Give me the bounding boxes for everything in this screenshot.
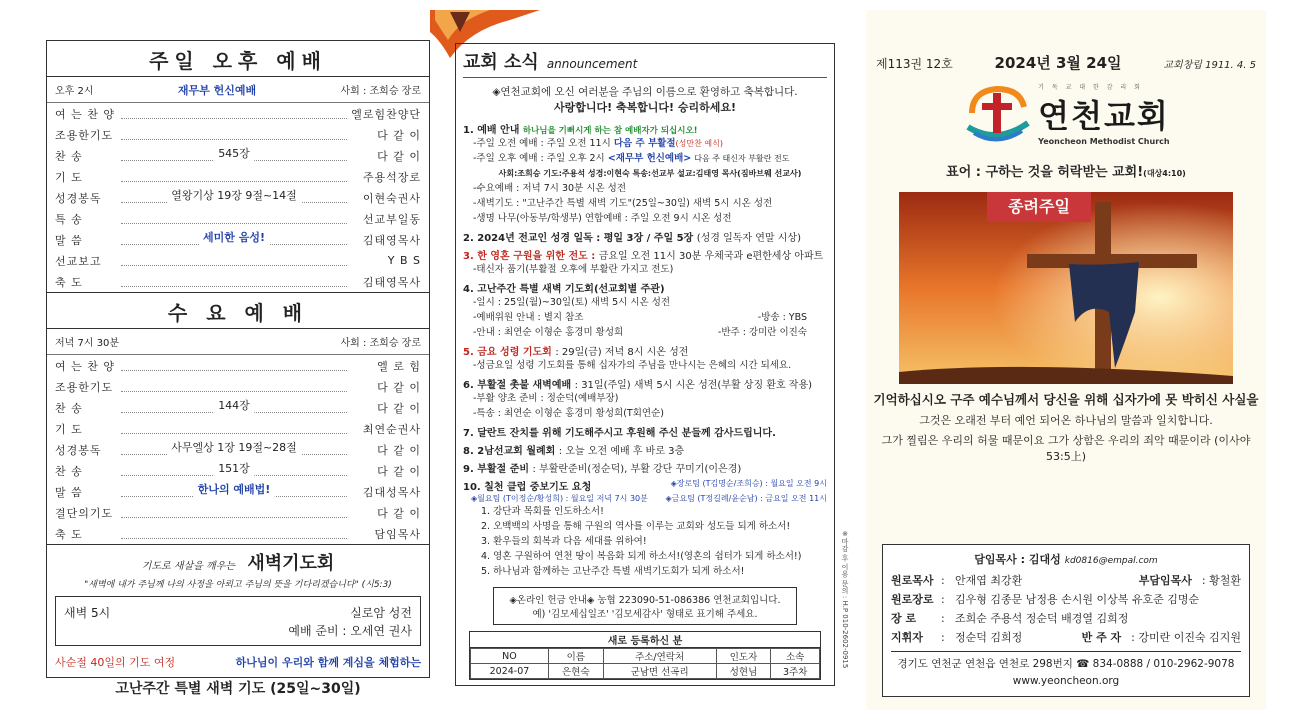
website-link[interactable]: www.yeoncheon.org	[1012, 675, 1120, 687]
order-person: 다 같 이	[377, 506, 421, 520]
order-label: 찬 송	[55, 464, 83, 478]
afternoon-title: 주일 오후 예배	[47, 41, 429, 77]
order-dots	[121, 424, 347, 434]
order-dots	[121, 172, 347, 182]
staff-value: 조희순 주용석 정순덕 배경열 김희정	[955, 612, 1129, 625]
order-dots	[121, 256, 347, 266]
announce-subtitle: announcement	[546, 57, 638, 71]
afternoon-header	[47, 77, 429, 103]
order-person: 엘로힘찬양단	[351, 107, 421, 121]
order-dots	[121, 440, 347, 455]
order-person: 다 같 이	[377, 380, 421, 394]
item5-heading: 5. 금요 성령 기도회	[463, 347, 552, 358]
dawn-title-text: 새벽기도회	[247, 553, 335, 574]
item4-broadcast: -방송 : YBS	[757, 312, 807, 323]
prayer-3: 3. 환우들의 회복과 다음 세대를 위하여!	[481, 536, 647, 547]
table-cell: 은현숙	[548, 664, 603, 679]
column-header: 주소/연락처	[603, 649, 716, 664]
order-label: 축 도	[55, 275, 83, 289]
order-dots	[121, 382, 347, 392]
staff-value: 정순덕 김희정	[955, 631, 1023, 644]
prayer-5: 5. 하나님과 함께하는 고난주간 특별 새벽기도회가 되게 하소서!	[481, 566, 745, 577]
announce-item-8	[463, 442, 827, 457]
verse-line-3: 그가 찔림은 우리의 허물 때문이요 그가 상함은 우리의 죄악 때문이라 (이사야 53:5上)	[881, 434, 1251, 463]
announcements-panel	[455, 43, 835, 686]
afternoon-order-list	[47, 103, 429, 292]
order-dots	[121, 230, 347, 245]
column-header: 인도자	[716, 649, 771, 664]
item1-line-b: -주일 오후 예배 : 주일 오후 2시	[473, 153, 605, 164]
staff-label: 반 주 자	[1081, 631, 1122, 644]
item5-line-a: -성금요일 성령 기도회를 통해 십자가의 주님을 만나시는 은혜의 시간 되세요.	[473, 360, 792, 371]
online-offering-account: ◈온라인 헌금 안내◈ 농협 223090-51-086386 연천교회입니다.	[509, 595, 781, 606]
item8-heading: 8. 2남선교회 월례회	[463, 446, 556, 457]
online-offering-example: 예) '김모세십일조' '김모세감사' 형태로 표기해 주세요.	[532, 609, 758, 620]
dawn-quote: "새벽에 내가 주님께 나의 사정을 아뢰고 주님의 뜻을 기다리겠습니다" (시5:3)	[84, 580, 392, 590]
staff-label: 지휘자	[891, 631, 923, 644]
methodist-cross-icon	[962, 83, 1032, 145]
announce-item-7	[463, 424, 827, 439]
order-label: 결단의기도	[55, 506, 114, 520]
order-person: 김태영목사	[362, 233, 421, 247]
logo-denomination: 기 독 교 대 한 감 리 회	[1038, 84, 1143, 91]
senior-pastor	[891, 551, 1241, 567]
announcements-title	[463, 48, 827, 78]
column-header: NO	[471, 649, 549, 664]
order-dots	[121, 461, 347, 476]
item8-note: : 오늘 오전 예배 후 바로 3층	[558, 446, 685, 457]
item1-communion: (성만찬 예식)	[675, 139, 723, 148]
item9-heading: 9. 부활절 준비	[463, 464, 530, 475]
address-line: 경기도 연천군 연천읍 연천로 298번지 ☎ 834-0888 / 010-2962-9078	[897, 658, 1235, 670]
item10-team-elders: ◈장로팀 (T김명순/조희승) : 월요일 오전 9시	[670, 479, 827, 488]
item5-note: : 29일(금) 저녁 8시 시온 성전	[555, 347, 689, 358]
order-dots	[121, 214, 347, 224]
order-label: 조용한기도	[55, 128, 114, 142]
wednesday-header	[47, 329, 429, 355]
item1-easter: 다음 주 부활절	[613, 138, 676, 149]
list-item	[47, 271, 429, 292]
vertical-contact-note: ※마감 후 이용 문의 : H.P 010-2602-0915	[841, 530, 849, 669]
cover-page	[866, 10, 1266, 710]
order-detail: 세미한 음성!	[199, 229, 269, 245]
list-item	[47, 376, 429, 397]
order-label: 여 는 찬 양	[55, 107, 115, 121]
staff-label: 원로장로	[891, 593, 934, 606]
order-label: 성경봉독	[55, 191, 102, 205]
order-person: 김태영목사	[362, 275, 421, 289]
list-item	[47, 460, 429, 481]
item4-line-b: -예배위원 안내 : 별지 참조	[473, 312, 584, 323]
table-cell: 3주차	[771, 664, 820, 679]
announce-item-3	[463, 247, 827, 277]
item9-note: : 부활란준비(정순덕), 부활 강단 꾸미기(이은경)	[532, 464, 742, 475]
item1-line-d: -수요예배 : 저녁 7시 30분 시온 성전	[473, 183, 627, 194]
order-label: 말 씀	[55, 485, 83, 499]
table-cell: 2024-07	[471, 664, 549, 679]
order-label: 특 송	[55, 212, 83, 226]
list-item	[47, 397, 429, 418]
item10-team-monday: ◈월요팀 (T이정순/황성희) : 월요일 저녁 7시 30분	[471, 494, 648, 503]
item1-note: 하나님을 기뻐시게 하는 참 예배자가 되십시오!	[522, 126, 698, 136]
staff-box: 담임목사 : 김대성 kd0816@empal.com 원로목사 : 안재엽 최강환 부담임목사 : 황철환 원로장로 : 김우형 김종문 남정용 손시원 이상복 유호준 김명순 장 로 : 조희순 주용석 정순덕 배경열 김희정 지휘자 : 정순덕 김희정 반 주 자 : 강미란 이진숙 김지원 경기도 연천군 연천읍 연천로 298번지 ☎ 834-0888 / 010-2962-9078 www.yeoncheon.org	[882, 544, 1250, 697]
order-person: 최연순권사	[362, 422, 421, 436]
item10-heading: 10. 칠천 클럽 중보기도 요청	[463, 482, 592, 493]
afternoon-time: 오후 2시	[55, 86, 94, 97]
item1-heading: 1. 예배 안내	[463, 125, 520, 136]
item4-heading: 4. 고난주간 특별 새벽 기도회(선교회별 주관)	[463, 284, 665, 295]
announce-title-text: 교회 소식	[463, 52, 539, 73]
dawn-title	[55, 549, 421, 575]
pastor-email: kd0816@empal.com	[1064, 556, 1158, 566]
order-detail: 545장	[214, 145, 254, 161]
dawn-place: 실로암 성전	[350, 605, 412, 620]
item1-line-a: -주일 오전 예배 : 주일 오전 11시	[473, 138, 611, 149]
dawn-subtitle: 기도로 새살을 깨우는	[141, 561, 236, 572]
list-item	[47, 187, 429, 208]
order-detail: 151장	[214, 460, 254, 476]
order-dots	[121, 188, 347, 203]
order-label: 기 도	[55, 170, 83, 184]
item4-line-a: -일시 : 25일(월)~30일(토) 새벽 5시 시온 성전	[473, 297, 671, 308]
motto-text: 표어 : 구하는 것을 허락받는 교회!	[946, 165, 1144, 180]
order-label: 기 도	[55, 422, 83, 436]
order-person: 엘 로 힘	[377, 359, 421, 373]
order-person: 다 같 이	[377, 401, 421, 415]
list-item	[47, 103, 429, 124]
senior-pastor-name: 담임목사 : 김대성	[974, 553, 1061, 566]
order-dots	[121, 277, 347, 287]
announce-item-4	[463, 280, 827, 340]
logo-church-name: 연천교회	[1038, 97, 1170, 135]
item1-line-e: -새벽기도 : "고난주간 특별 새벽 기도"(25일~30일) 새벽 5시 시온 성전	[473, 198, 773, 209]
order-label: 선교보고	[55, 254, 102, 268]
prayer-2: 2. 오백백의 사명을 통해 구원의 역사를 이루는 교회와 성도들 되게 하소서!	[481, 521, 791, 532]
table-row	[471, 664, 820, 679]
dawn-time: 새벽 5시	[64, 605, 111, 620]
announce-item-10	[463, 478, 827, 579]
staff-label: 부담임목사	[1138, 574, 1192, 587]
lent-journey: 사순절 40일의 기도 여정	[55, 656, 176, 669]
prayer-4: 4. 영혼 구원하여 연천 땅이 복음화 되게 하소서!(영혼의 쉼터가 되게 하소서!)	[481, 551, 802, 562]
volume-number: 제113권 12호	[876, 57, 953, 71]
item6-line-a: -부활 양초 준비 : 정순덕(예배부장)	[473, 393, 619, 404]
list-item	[47, 355, 429, 376]
order-label: 여 는 찬 양	[55, 359, 115, 373]
staff-value: 강미란 이진숙 김지원	[1138, 631, 1241, 644]
lent-theme: 하나님이 우리와 함께 계심을 체험하는	[235, 656, 421, 669]
new-members-header	[471, 649, 820, 664]
item1-evangel: 다음 주 태신자 부활란 전도	[694, 154, 790, 163]
new-members-title: 새로 등록하신 분	[470, 632, 820, 648]
palm-sunday-cross-image	[899, 192, 1233, 384]
order-detail: 사무엘상 1장 19절~28절	[167, 439, 301, 455]
item6-line-b: -특송 : 최연순 이형순 홍경미 황성희(T회연순)	[473, 408, 664, 419]
order-detail: 열왕기상 19장 9절~14절	[167, 187, 301, 203]
verse-line-1: 기억하십시오 구주 예수님께서 당신을 위해 십자가에 못 박히신 사실을	[873, 392, 1259, 407]
prayer-1: 1. 강단과 목회를 인도하소서!	[481, 506, 604, 517]
order-detail: 144장	[214, 397, 254, 413]
order-person: Y B S	[387, 254, 421, 267]
announce-item-9	[463, 460, 827, 475]
column-header: 이름	[548, 649, 603, 664]
item7-heading: 7. 달란트 잔치를 위해 기도해주시고 후원해 주신 분들께 감사드립니다.	[463, 428, 776, 439]
dawn-prep: 예배 준비 : 오세연 권사	[288, 623, 412, 638]
order-person: 다 같 이	[377, 464, 421, 478]
order-person: 다 같 이	[377, 443, 421, 457]
item3-note: 금요일 오전 11시 30분 우체국과 e편한세상 아파트	[598, 251, 824, 262]
worship-order-panel	[46, 40, 430, 697]
announce-item-1	[463, 121, 827, 226]
item6-note: : 31일(주일) 새벽 5시 시온 성전(부활 상징 환호 작용)	[574, 380, 813, 391]
order-label: 말 씀	[55, 233, 83, 247]
item1-roles: 사회:조희승 기도:주용석 성경:이현숙 특송:선교부 설교:김태영 목사(짐바브웨 선교사)	[498, 169, 802, 178]
list-item	[47, 229, 429, 250]
item4-accompany: -반주 : 강미란 이진숙	[717, 327, 807, 338]
dawn-prayer-section	[47, 545, 429, 702]
order-detail: 한나의 예배법!	[194, 481, 275, 497]
order-dots	[121, 146, 347, 161]
announce-item-6	[463, 376, 827, 421]
order-label: 찬 송	[55, 401, 83, 415]
order-person: 이현숙권사	[362, 191, 421, 205]
list-item	[47, 502, 429, 523]
column-header: 소속	[771, 649, 820, 664]
order-dots	[121, 398, 347, 413]
welcome-text: ◈연천교회에 오신 여러분을 주님의 이름으로 환영하고 축복합니다.	[492, 86, 798, 98]
order-person: 다 같 이	[377, 128, 421, 142]
church-address	[891, 651, 1241, 690]
table-cell: 성현님	[716, 664, 771, 679]
item1-finance: <재무부 헌신예배>	[607, 153, 692, 164]
announce-item-2	[463, 229, 827, 244]
church-logo	[872, 83, 1260, 145]
order-label: 조용한기도	[55, 380, 114, 394]
item6-heading: 6. 부활절 촛불 새벽예배	[463, 380, 572, 391]
staff-value: 안재엽 최강환	[955, 574, 1023, 587]
logo-english-name: Yeoncheon Methodist Church	[1038, 137, 1170, 146]
order-person: 다 같 이	[377, 149, 421, 163]
order-person: 선교부일동	[362, 212, 421, 226]
item2-note: (성경 일독자 연말 시상)	[696, 233, 801, 244]
order-dots	[121, 529, 347, 539]
holy-week-dawn: 고난주간 특별 새벽 기도 (25일~30일)	[115, 681, 361, 697]
item3-heading: 3. 한 영혼 구원을 위한 전도 :	[463, 251, 596, 262]
item1-line-f: -생명 나무(아동부/학생부) 연합예배 : 주일 오전 9시 시온 성전	[473, 213, 732, 224]
list-item	[47, 208, 429, 229]
list-item	[47, 439, 429, 460]
wednesday-leader: 사회 : 조희승 장로	[340, 338, 421, 349]
list-item	[47, 418, 429, 439]
palm-sunday-badge: 종려주일	[987, 192, 1091, 222]
list-item	[47, 124, 429, 145]
wednesday-title: 수 요 예 배	[47, 293, 429, 329]
order-label: 축 도	[55, 527, 83, 541]
table-cell: 군남면 선곡리	[603, 664, 716, 679]
issue-date: 2024년 3월 24일	[994, 54, 1122, 72]
order-dots	[121, 109, 347, 119]
order-dots	[121, 361, 347, 371]
welcome-cheer: 사랑합니다! 축복합니다! 승리하세요!	[553, 101, 737, 114]
order-person: 김대성목사	[362, 485, 421, 499]
order-person: 담임목사	[374, 527, 421, 541]
church-motto	[872, 161, 1260, 180]
list-item	[47, 145, 429, 166]
afternoon-leader: 사회 : 조희승 장로	[340, 86, 421, 97]
online-offering-box	[493, 587, 797, 625]
staff-value: 황철환	[1209, 574, 1241, 587]
order-person: 주용석장로	[362, 170, 421, 184]
dawn-info-box	[55, 596, 421, 646]
wednesday-order-list	[47, 355, 429, 544]
item3-line-a: -태신자 품기(부활절 오후에 부활란 가지고 전도)	[473, 264, 674, 275]
founded-date: 교회창립 1911. 4. 5	[1163, 60, 1256, 71]
issue-header	[872, 10, 1260, 73]
staff-label: 원로목사	[891, 574, 934, 587]
item10-team-friday: ◈금요팀 (T정길례/윤순남) : 금요일 오전 11시	[665, 494, 827, 503]
item2-heading: 2. 2024년 전교인 성경 일독 : 평일 3장 / 주일 5장	[463, 233, 694, 244]
announce-item-5	[463, 343, 827, 373]
list-item	[47, 481, 429, 502]
wednesday-time: 저녁 7시 30분	[55, 338, 120, 349]
list-item	[47, 523, 429, 544]
afternoon-theme: 재무부 헌신예배	[177, 83, 257, 97]
staff-label: 장 로	[891, 612, 917, 625]
order-dots	[121, 130, 347, 140]
staff-value: 김우형 김종문 남정용 손시원 이상복 유호준 김명순	[955, 593, 1200, 606]
order-label: 찬 송	[55, 149, 83, 163]
list-item	[47, 250, 429, 271]
order-label: 성경봉독	[55, 443, 102, 457]
motto-reference: (대상4:10)	[1143, 169, 1186, 178]
item4-line-c: -안내 : 최연순 이형순 홍경미 황성희	[473, 327, 624, 338]
list-item	[47, 166, 429, 187]
order-dots	[121, 482, 347, 497]
order-dots	[121, 508, 347, 518]
verse-line-2: 그것은 오래전 부터 예언 되어온 하나님의 말씀과 일치합니다.	[919, 414, 1213, 427]
new-members-table	[469, 631, 821, 680]
